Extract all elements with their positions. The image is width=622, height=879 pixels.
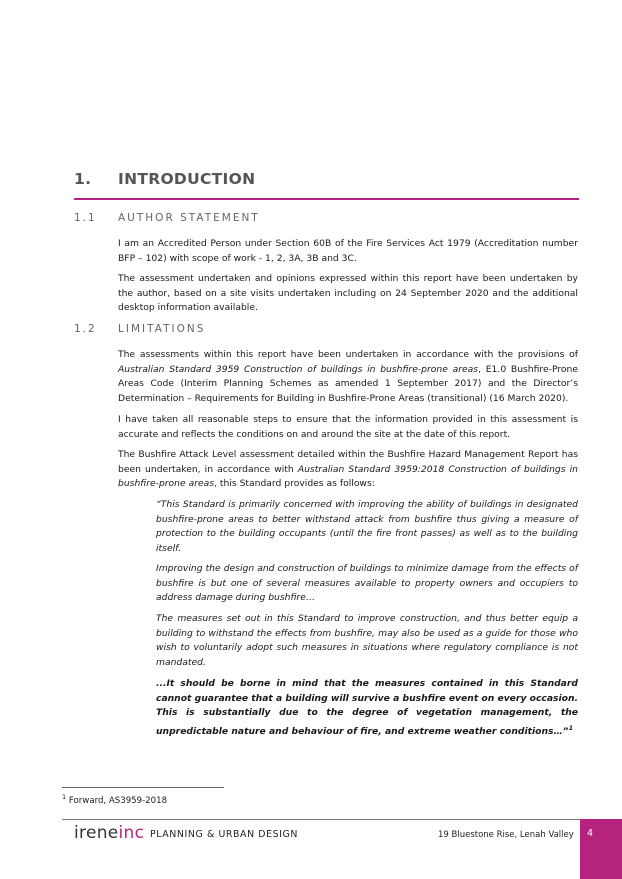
text-run: , E1.0 Bushfire-Prone Areas Code (Interim Planning Schemes as amended 1 September 2017) and the Director’s Determination – Requirements for Building in Bushfire-Prone Areas (transitional) (16 March 2020).: [118, 363, 579, 404]
standard-quote: Improving the design and construction of buildings to minimize damage from the effects of bushfire is but one of several measures available to property owners and occupiers to address damage during bushfire…: [156, 563, 578, 604]
quote-text: ...It should be borne in mind that the measures contained in this Standard cannot guarantee that a building will survive a bushfire event on every occasion. This is substantially due to the degree of vegetation management, the unpredictable nature and behaviour of fire, and extreme weather conditions…”: [156, 678, 578, 737]
standard-quote: The measures set out in this Standard to improve construction, and thus better equip a building to withstand the effects from bushfire, may also be used as a guide for those who wish to voluntarily adopt such measures in situations where regulatory compliance is not mandated.: [156, 613, 578, 668]
text-run: The Bushfire Attack Level assessment detailed within the Bushfire Hazard Management Report has been undertaken, in accordance with: [118, 449, 578, 475]
subsection-heading-author: [74, 212, 579, 224]
logo-text: irene: [74, 823, 119, 843]
section-heading: [74, 170, 579, 188]
footnote-text: Forward, AS3959-2018: [66, 795, 168, 806]
limitations-paragraph: I have taken all reasonable steps to ensure that the information provided in this assessment is accurate and reflects the conditions on and around the site at the date of this report.: [118, 414, 578, 440]
page-number: 4: [587, 828, 594, 839]
standard-title: Australian Standard 3959:2018 Construction of buildings in bushfire-prone areas: [118, 463, 578, 490]
limitations-paragraph: [118, 348, 578, 406]
company-logo: [74, 823, 144, 843]
subsection-number: 1.1: [74, 212, 97, 224]
footnote-mark: 1: [62, 793, 67, 801]
site-address: 19 Bluestone Rise, Lenah Valley: [438, 830, 574, 840]
section-title: INTRODUCTION: [118, 170, 256, 188]
standard-title: Australian Standard 3959 Construction of buildings in bushfire-prone areas: [118, 363, 479, 375]
author-paragraph: I am an Accredited Person under Section 60B of the Fire Services Act 1979 (Accreditation number BFP – 102) with scope of work - 1, 2, 3A, 3B and 3C.: [118, 238, 578, 264]
footnote-reference: 1: [568, 723, 574, 732]
subsection-title: AUTHOR STATEMENT: [118, 212, 260, 224]
footnote-divider: [62, 787, 224, 788]
standard-quote: “This Standard is primarily concerned with improving the ability of buildings in designated bushfire-prone areas to better withstand attack from bushfire thus giving a measure of protection to the building occupants (until the fire front passes) as well as to the building itself.: [156, 499, 578, 554]
text-run: , this Standard provides as follows:: [214, 478, 375, 490]
standard-quote-bold: [156, 677, 578, 739]
subsection-heading-limitations: [74, 323, 579, 335]
section-divider: [74, 198, 579, 200]
subsection-title: LIMITATIONS: [118, 323, 206, 335]
text-run: The assessments within this report have been undertaken in accordance with the provisions of: [118, 349, 578, 360]
company-tagline: PLANNING & URBAN DESIGN: [150, 829, 298, 840]
limitations-paragraph: [118, 448, 578, 492]
footnote: [62, 793, 167, 806]
section-number: 1.: [74, 170, 92, 188]
subsection-number: 1.2: [74, 323, 97, 335]
logo-text-accent: inc: [118, 823, 145, 843]
author-paragraph: The assessment undertaken and opinions expressed within this report have been undertaken by the author, based on a site visits undertaken including on 24 September 2020 and the additional desktop information available.: [118, 273, 578, 314]
footer-divider: [62, 819, 580, 820]
